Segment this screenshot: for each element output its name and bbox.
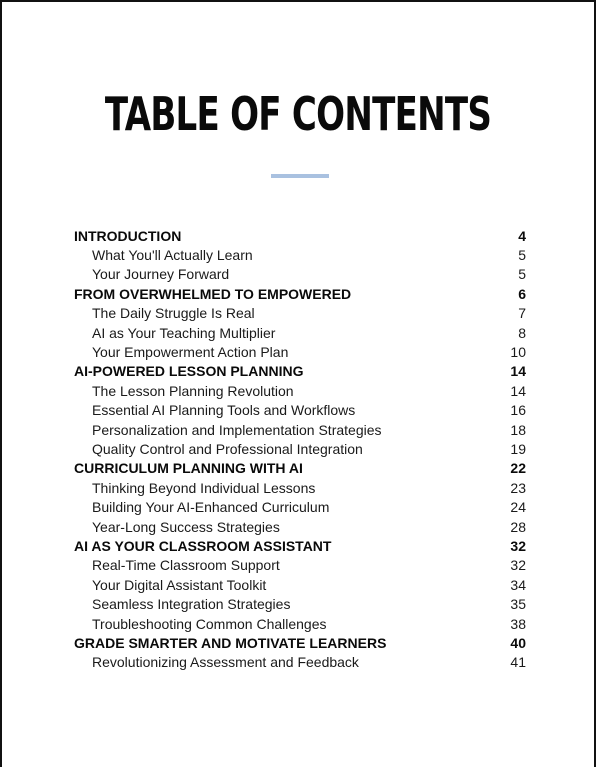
toc-subsection-entry[interactable] [74, 594, 526, 613]
toc-entry-label: Quality Control and Professional Integration [92, 440, 363, 457]
toc-page-number: 28 [510, 518, 526, 535]
title-divider [271, 174, 329, 178]
toc-section-entry[interactable] [74, 362, 526, 381]
toc-entry-label: AI as Your Teaching Multiplier [92, 324, 276, 341]
toc-page-number: 14 [510, 382, 526, 399]
toc-subsection-entry[interactable] [74, 342, 526, 361]
toc-page-number: 38 [510, 615, 526, 632]
toc-page-number: 41 [510, 654, 526, 671]
toc-entry-label: The Lesson Planning Revolution [92, 382, 294, 399]
toc-entry-label: Your Digital Assistant Toolkit [92, 576, 267, 593]
toc-page-number: 18 [510, 421, 526, 438]
toc-entry-label: Thinking Beyond Individual Lessons [92, 479, 316, 496]
toc-subsection-entry[interactable] [74, 575, 526, 594]
toc-subsection-entry[interactable] [74, 556, 526, 575]
toc-page-number: 24 [510, 499, 526, 516]
toc-entry-label: The Daily Struggle Is Real [92, 305, 255, 322]
toc-section-entry[interactable] [74, 536, 526, 555]
toc-entry-label: Revolutionizing Assessment and Feedback [92, 654, 359, 671]
toc-entry-label: Building Your AI-Enhanced Curriculum [92, 499, 330, 516]
toc-entry-label: AI-POWERED LESSON PLANNING [74, 363, 304, 380]
toc-page-number: 4 [518, 227, 526, 244]
toc-entry-label: GRADE SMARTER AND MOTIVATE LEARNERS [74, 634, 387, 651]
toc-section-entry[interactable] [74, 633, 526, 652]
toc-page-number: 19 [510, 440, 526, 457]
toc-entry-label: Year-Long Success Strategies [92, 518, 280, 535]
toc-subsection-entry[interactable] [74, 323, 526, 342]
toc-subsection-entry[interactable] [74, 653, 526, 672]
toc-subsection-entry[interactable] [74, 304, 526, 323]
toc-section-entry[interactable] [74, 284, 526, 303]
toc-subsection-entry[interactable] [74, 614, 526, 633]
toc-page-number: 22 [510, 460, 526, 477]
toc-page-number: 16 [510, 402, 526, 419]
toc-entry-label: CURRICULUM PLANNING WITH AI [74, 460, 303, 477]
toc-page-number: 32 [510, 537, 526, 554]
toc-page-number: 32 [510, 557, 526, 574]
table-of-contents [74, 226, 526, 672]
toc-page-number: 6 [518, 285, 526, 302]
page-title: TABLE OF CONTENTS [104, 87, 492, 141]
toc-page-number: 23 [510, 479, 526, 496]
toc-entry-label: Real-Time Classroom Support [92, 557, 280, 574]
toc-entry-label: What You'll Actually Learn [92, 247, 253, 264]
toc-entry-label: FROM OVERWHELMED TO EMPOWERED [74, 285, 352, 302]
toc-entry-label: Your Empowerment Action Plan [92, 344, 289, 361]
toc-entry-label: Essential AI Planning Tools and Workflows [92, 402, 356, 419]
toc-page-number: 40 [510, 634, 526, 651]
toc-subsection-entry[interactable] [74, 265, 526, 284]
toc-subsection-entry[interactable] [74, 478, 526, 497]
toc-page-number: 14 [510, 363, 526, 380]
toc-page-number: 5 [518, 247, 526, 264]
toc-page-number: 5 [518, 266, 526, 283]
toc-page-number: 35 [510, 596, 526, 613]
toc-section-entry[interactable] [74, 226, 526, 245]
toc-subsection-entry[interactable] [74, 420, 526, 439]
toc-entry-label: Troubleshooting Common Challenges [92, 615, 327, 632]
toc-entry-label: AI AS YOUR CLASSROOM ASSISTANT [74, 537, 332, 554]
toc-entry-label: Personalization and Implementation Strategies [92, 421, 382, 438]
toc-subsection-entry[interactable] [74, 439, 526, 458]
toc-entry-label: Your Journey Forward [92, 266, 230, 283]
toc-page-number: 34 [510, 576, 526, 593]
toc-subsection-entry[interactable] [74, 517, 526, 536]
toc-entry-label: Seamless Integration Strategies [92, 596, 291, 613]
toc-entry-label: INTRODUCTION [74, 227, 182, 244]
toc-subsection-entry[interactable] [74, 245, 526, 264]
toc-page-number: 7 [518, 305, 526, 322]
toc-page-number: 8 [518, 324, 526, 341]
toc-subsection-entry[interactable] [74, 401, 526, 420]
toc-subsection-entry[interactable] [74, 497, 526, 516]
toc-page-number: 10 [510, 344, 526, 361]
toc-subsection-entry[interactable] [74, 381, 526, 400]
toc-section-entry[interactable] [74, 459, 526, 478]
